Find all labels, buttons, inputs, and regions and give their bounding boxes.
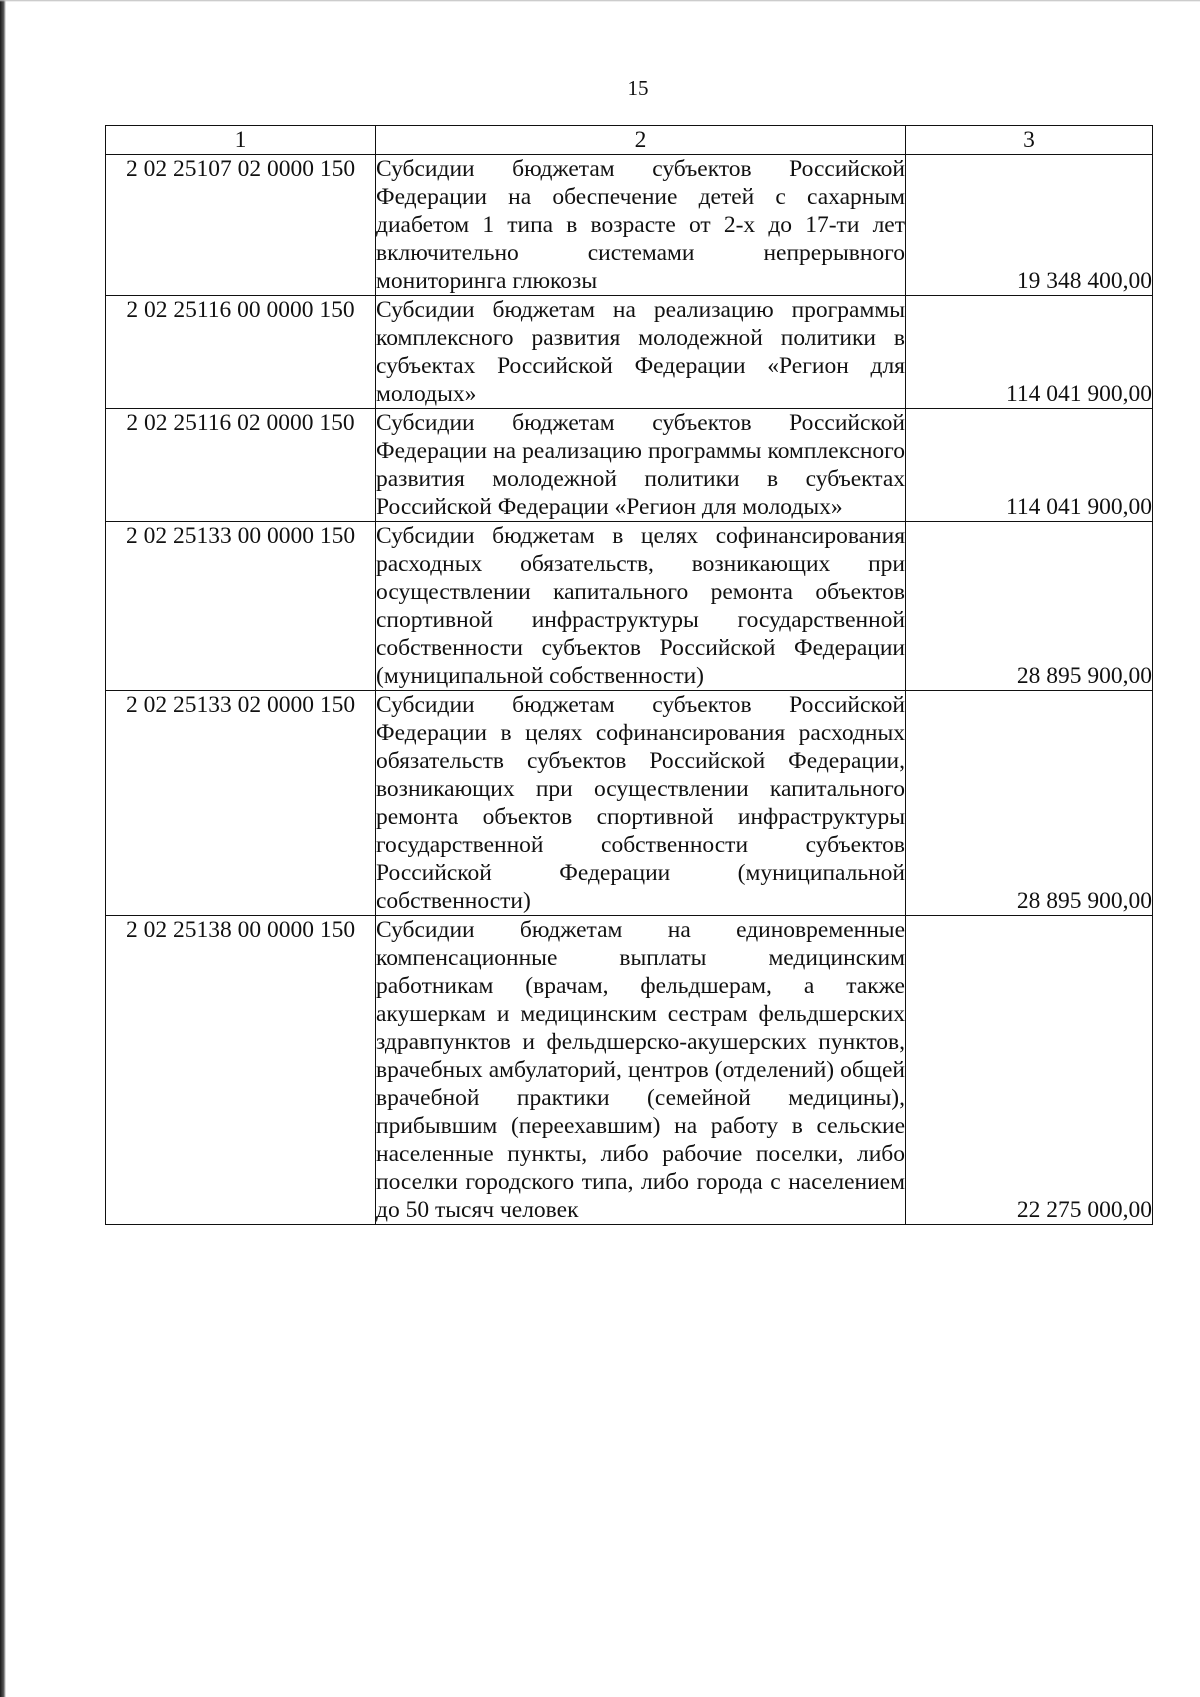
table-row	[106, 155, 1153, 296]
table-row	[106, 691, 1153, 916]
table-row	[106, 916, 1153, 1225]
table-row	[106, 296, 1153, 409]
scan-left-edge	[0, 0, 6, 1697]
row-amount: 114 041 900,00	[906, 296, 1153, 409]
row-description: Субсидии бюджетам субъектов Российской Федерации в целях софинансирования расходных обязательств субъектов Российской Федерации, возникающих при осуществлении капитального ремонта объектов спортивной инфраструктуры государственной собственности субъектов Российской Федерации (муниципальной собственности)	[376, 692, 905, 914]
row-description: Субсидии бюджетам на единовременные компенсационные выплаты медицинским работникам (врачам, фельдшерам, а также акушеркам и медицинским сестрам фельдшерских здравпунктов и фельдшерско-акушерских пунктов, врачебных амбулаторий, центров (отделений) общей врачебной практики (семейной медицины), прибывшим (переехавшим) на работу в сельские населенные пункты, либо рабочие поселки, либо поселки городского типа, либо города с населением до 50 тысяч человек	[376, 917, 905, 1223]
row-code: 2 02 25116 02 0000 150	[106, 409, 376, 522]
row-amount: 28 895 900,00	[906, 691, 1153, 916]
row-amount: 19 348 400,00	[906, 155, 1153, 296]
row-description: Субсидии бюджетам субъектов Российской Федерации на обеспечение детей с сахарным диабетом 1 типа в возрасте от 2-х до 17-ти лет включительно системами непрерывного мониторинга глюкозы	[376, 156, 905, 294]
row-description: Субсидии бюджетам субъектов Российской Федерации на реализацию программы комплексного развития молодежной политики в субъектах Российской Федерации «Регион для молодых»	[376, 410, 905, 520]
budget-table	[105, 125, 1153, 1225]
row-amount: 28 895 900,00	[906, 522, 1153, 691]
column-header-code: 1	[106, 126, 376, 155]
row-code: 2 02 25133 00 0000 150	[106, 522, 376, 691]
row-amount: 22 275 000,00	[906, 916, 1153, 1225]
row-description: Субсидии бюджетам на реализацию программы комплексного развития молодежной политики в субъектах Российской Федерации «Регион для молодых»	[376, 297, 905, 407]
row-code: 2 02 25107 02 0000 150	[106, 155, 376, 296]
row-code: 2 02 25116 00 0000 150	[106, 296, 376, 409]
page-number: 15	[627, 76, 649, 100]
column-header-amount: 3	[906, 126, 1153, 155]
row-code: 2 02 25138 00 0000 150	[106, 916, 376, 1225]
row-amount: 114 041 900,00	[906, 409, 1153, 522]
row-description: Субсидии бюджетам в целях софинансирования расходных обязательств, возникающих при осуществлении капитального ремонта объектов спортивной инфраструктуры государственной собственности субъектов Российской Федерации (муниципальной собственности)	[376, 523, 905, 689]
row-code: 2 02 25133 02 0000 150	[106, 691, 376, 916]
table-row	[106, 409, 1153, 522]
table-header-row	[106, 126, 1153, 155]
table-row	[106, 522, 1153, 691]
scan-top-edge	[0, 0, 1200, 2]
column-header-description: 2	[376, 126, 906, 155]
